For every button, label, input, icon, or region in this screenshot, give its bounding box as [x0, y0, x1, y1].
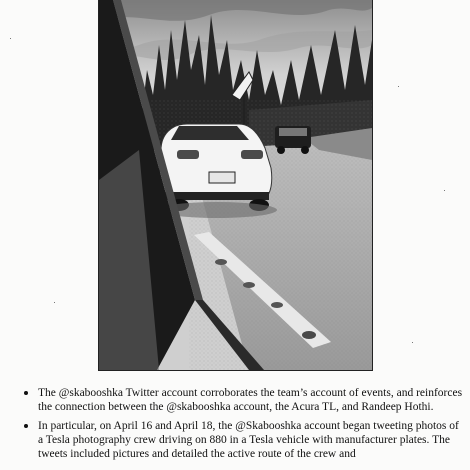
finding-item — [24, 386, 464, 414]
scan-speck — [10, 38, 11, 39]
white-sedan — [159, 124, 272, 211]
scan-speck — [398, 86, 399, 87]
scan-speck — [444, 190, 445, 191]
photo-of-white-sedan-icon — [99, 0, 372, 370]
findings-list — [24, 386, 464, 466]
bullet-icon — [24, 391, 28, 395]
scan-speck — [412, 342, 413, 343]
evidence-photo — [98, 0, 373, 371]
finding-item — [24, 419, 464, 461]
finding-text: In particular, on April 16 and April 18, the @Skabooshka account began tweeting photos of a Tesla photography crew driving on 880 in a Tesla vehicle with manufacturer plates. The tweets included pictures and detailed the active route of the crew and — [38, 420, 459, 460]
finding-text: The @skabooshka Twitter account corroborates the team’s account of events, and reinforces the connection between the @skabooshka account, the Acura TL, and Randeep Hothi. — [38, 387, 463, 413]
scan-speck — [54, 302, 55, 303]
bullet-icon — [24, 424, 28, 428]
